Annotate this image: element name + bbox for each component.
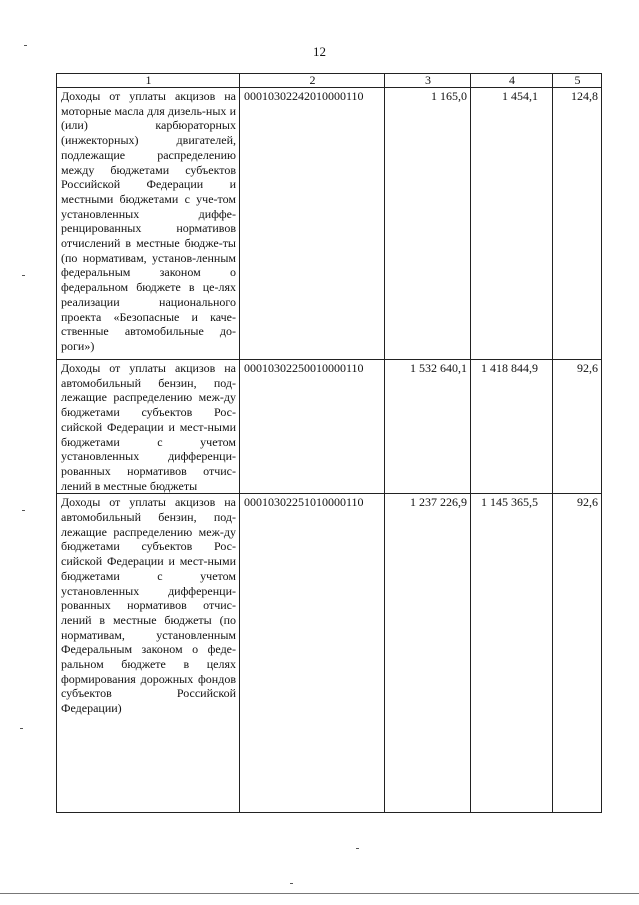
budget-revenue-table <box>56 73 602 813</box>
scan-speck <box>22 275 25 276</box>
row-description: Доходы от уплаты акцизов на моторные масла для дизель-ных и (или) карбюраторных (инжекторных) двигателей, подлежащие распределению между бюджетами субъектов Российской Федерации и местными бюджетами с уче-том установленных диффе-ренцированных нормативов отчислений в местные бюдже-ты (по нормативам, установ-ленным федеральным законом о федеральном бюджете в це-лях реализации национального проекта «Безопасные и каче-ственные автомобильные до-роги») <box>57 88 240 360</box>
row-percent-col5: 92,6 <box>553 360 602 494</box>
header-col-4: 4 <box>471 74 553 88</box>
row-budget-code: 00010302251010000110 <box>240 494 385 813</box>
page-number: 12 <box>313 44 326 59</box>
scan-speck <box>24 45 27 46</box>
scan-speck <box>20 728 23 729</box>
scan-speck <box>290 883 293 884</box>
row-value-col3: 1 237 226,9 <box>385 494 471 813</box>
row-percent-col5: 124,8 <box>553 88 602 360</box>
table-row <box>57 360 602 494</box>
scan-speck <box>356 848 359 849</box>
row-value-col4: 1 418 844,9 <box>471 360 553 494</box>
table-header-row <box>57 74 602 88</box>
row-description: Доходы от уплаты акцизов на автомобильный бензин, под-лежащие распределению меж-ду бюджетами субъектов Рос-сийской Федерации и мест-ными бюджетами с учетом установленных дифференци-рованных нормативов отчис-лений в местные бюджеты (по нормативам, установленным Федеральным законом о феде-ральном бюджете в целях формирования дорожных фондов субъектов Российской Федерации) <box>57 494 240 813</box>
scan-edge-line <box>0 893 639 894</box>
row-value-col4: 1 145 365,5 <box>471 494 553 813</box>
table-row <box>57 494 602 813</box>
table-row <box>57 88 602 360</box>
scan-speck <box>22 510 25 511</box>
row-value-col4: 1 454,1 <box>471 88 553 360</box>
header-col-1: 1 <box>57 74 240 88</box>
header-col-3: 3 <box>385 74 471 88</box>
header-col-2: 2 <box>240 74 385 88</box>
header-col-5: 5 <box>553 74 602 88</box>
row-budget-code: 00010302242010000110 <box>240 88 385 360</box>
row-value-col3: 1 532 640,1 <box>385 360 471 494</box>
row-value-col3: 1 165,0 <box>385 88 471 360</box>
row-budget-code: 00010302250010000110 <box>240 360 385 494</box>
row-percent-col5: 92,6 <box>553 494 602 813</box>
row-description: Доходы от уплаты акцизов на автомобильный бензин, под-лежащие распределению меж-ду бюджетами субъектов Рос-сийской Федерации и мест-ными бюджетами с учетом установленных дифференци-рованных нормативов отчис-лений в местные бюджеты <box>57 360 240 494</box>
